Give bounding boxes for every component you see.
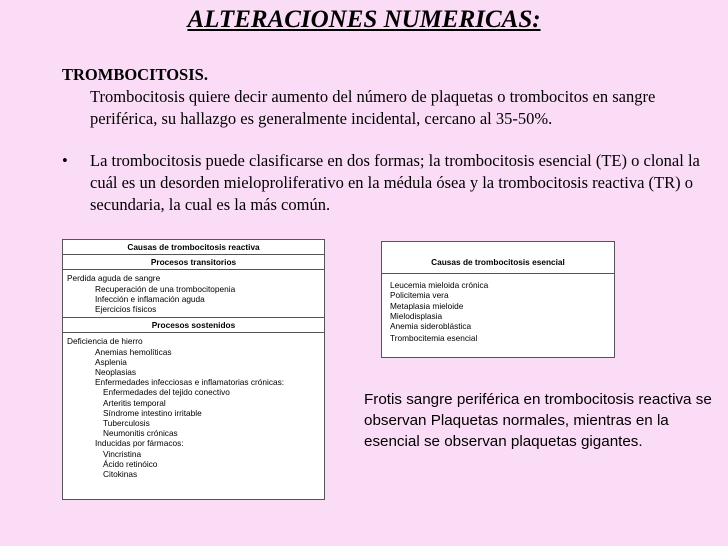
list-item: Enfermedades del tejido conectivo: [103, 387, 230, 398]
list-item: Neumonitis crónicas: [103, 428, 178, 439]
blood-smear-note: Frotis sangre periférica en trombocitosis reactiva se observan Plaquetas normales, mientras en la esencial se observan plaquetas gigantes.: [364, 391, 712, 450]
trombocitosis-paragraph: [62, 64, 702, 130]
essential-causes-table: [381, 241, 615, 358]
list-item: Inducidas por fármacos:: [95, 438, 184, 449]
list-item: Metaplasia mieloide: [390, 300, 464, 311]
list-item: Síndrome intestino irritable: [103, 407, 202, 418]
bullet-marker: •: [62, 151, 68, 170]
classification-text: La trombocitosis puede clasificarse en dos formas; la trombocitosis esencial (TE) o clonal la cuál es un desorden mieloproliferativo en la médula ósea y la trombocitosis reactiva (TR) o secundaria, la cual es la más común.: [90, 151, 700, 214]
list-item: Neoplasias: [95, 367, 137, 378]
list-item: Ejercicios físicos: [95, 304, 157, 315]
list-item: Trombocitemia esencial: [390, 333, 478, 344]
list-item: Leucemia mieloida crónica: [390, 280, 489, 291]
list-item: Infección e inflamación aguda: [95, 293, 205, 304]
trombocitosis-definition: Trombocitosis quiere decir aumento del número de plaquetas o trombocitos en sangre periférica, su hallazgo es generalmente incidental, cercano al 35-50%.: [90, 87, 656, 128]
transient-processes-list: [63, 270, 324, 317]
essential-table-title: Causas de trombocitosis esencial: [382, 242, 614, 274]
sustained-processes-header: Procesos sostenidos: [63, 317, 324, 333]
sustained-processes-list: [63, 333, 324, 482]
list-item: Perdida aguda de sangre: [67, 273, 161, 284]
classification-bullet: [62, 150, 702, 216]
list-item: Anemia sideroblástica: [390, 321, 472, 332]
list-item: Arteritis temporal: [103, 397, 166, 408]
list-item: Recuperación de una trombocitopenia: [95, 283, 236, 294]
list-item: Tuberculosis: [103, 418, 150, 429]
list-item: Mielodisplasia: [390, 310, 443, 321]
transient-processes-header: Procesos transitorios: [63, 255, 324, 270]
list-item: Policitemia vera: [390, 290, 449, 301]
essential-causes-list: [382, 274, 614, 349]
list-item: Asplenia: [95, 356, 127, 367]
reactive-table-title: Causas de trombocitosis reactiva: [63, 240, 324, 255]
list-item: Citokinas: [103, 469, 138, 480]
reactive-causes-table: [62, 239, 325, 500]
page-title: ALTERACIONES NUMERICAS:: [187, 6, 541, 33]
trombocitosis-heading: TROMBOCITOSIS.: [62, 65, 208, 84]
list-item: Ácido retinóico: [103, 458, 158, 469]
list-item: Anemias hemolíticas: [95, 346, 172, 357]
list-item: Enfermedades infecciosas e inflamatorias crónicas:: [95, 377, 285, 388]
list-item: Deficiencia de hierro: [67, 336, 143, 347]
list-item: Vincristina: [103, 448, 142, 459]
